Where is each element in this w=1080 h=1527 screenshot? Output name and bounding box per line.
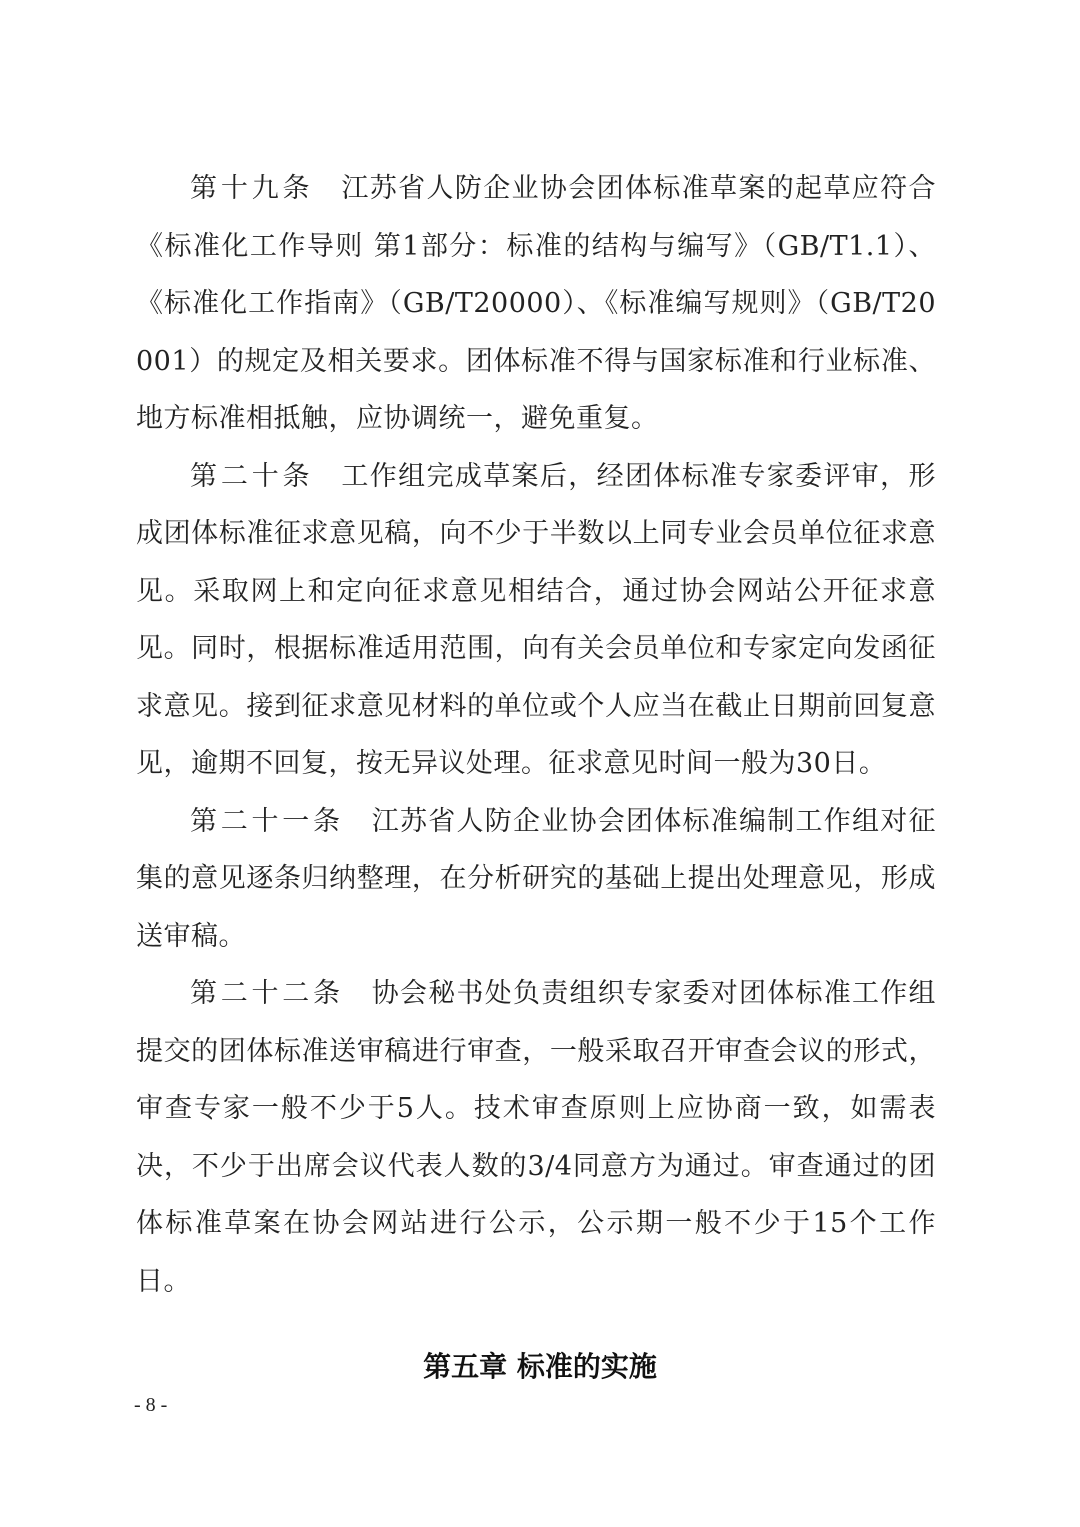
- article-22: [136, 965, 936, 1310]
- article-number: 第十九条: [190, 173, 314, 204]
- page-number: - 8 -: [134, 1394, 168, 1416]
- document-body: [136, 160, 936, 1310]
- article-number: 第二十条: [190, 460, 314, 492]
- chapter-heading: 第五章 标准的实施: [423, 1350, 657, 1383]
- article-text: 江苏省人防企业协会团体标准编制工作组对征集的意见逐条归纳整理，在分析研究的基础上提出处理意见，形成送审稿。: [136, 805, 936, 952]
- article-text: 协会秘书处负责组织专家委对团体标准工作组提交的团体标准送审稿进行审查，一般采取召开审查会议的形式，审查专家一般不少于5人。技术审查原则上应协商一致，如需表决，不少于出席会议代表人数的3/4同意方为通过。审查通过的团体标准草案在协会网站进行公示，公示期一般不少于15个工作日。: [136, 978, 936, 1297]
- article-text: 江苏省人防企业协会团体标准草案的起草应符合《标准化工作导则 第1部分：标准的结构与编写》（GB/T1.1）、《标准化工作指南》（GB/T20000）、《标准编写规则》（GB/T20001）的规定及相关要求。团体标准不得与国家标准和行业标准、地方标准相抵触，应协调统一，避免重复。: [136, 173, 937, 434]
- article-20: [136, 448, 936, 793]
- article-19: [136, 160, 936, 448]
- article-21: [136, 793, 936, 966]
- article-number: 第二十二条: [190, 978, 344, 1009]
- article-text: 工作组完成草案后，经团体标准专家委评审，形成团体标准征求意见稿，向不少于半数以上同专业会员单位征求意见。采取网上和定向征求意见相结合，通过协会网站公开征求意见。同时，根据标准适用范围，向有关会员单位和专家定向发函征求意见。接到征求意见材料的单位或个人应当在截止日期前回复意见，逾期不回复，按无异议处理。征求意见时间一般为30日。: [136, 460, 937, 779]
- article-number: 第二十一条: [190, 805, 344, 837]
